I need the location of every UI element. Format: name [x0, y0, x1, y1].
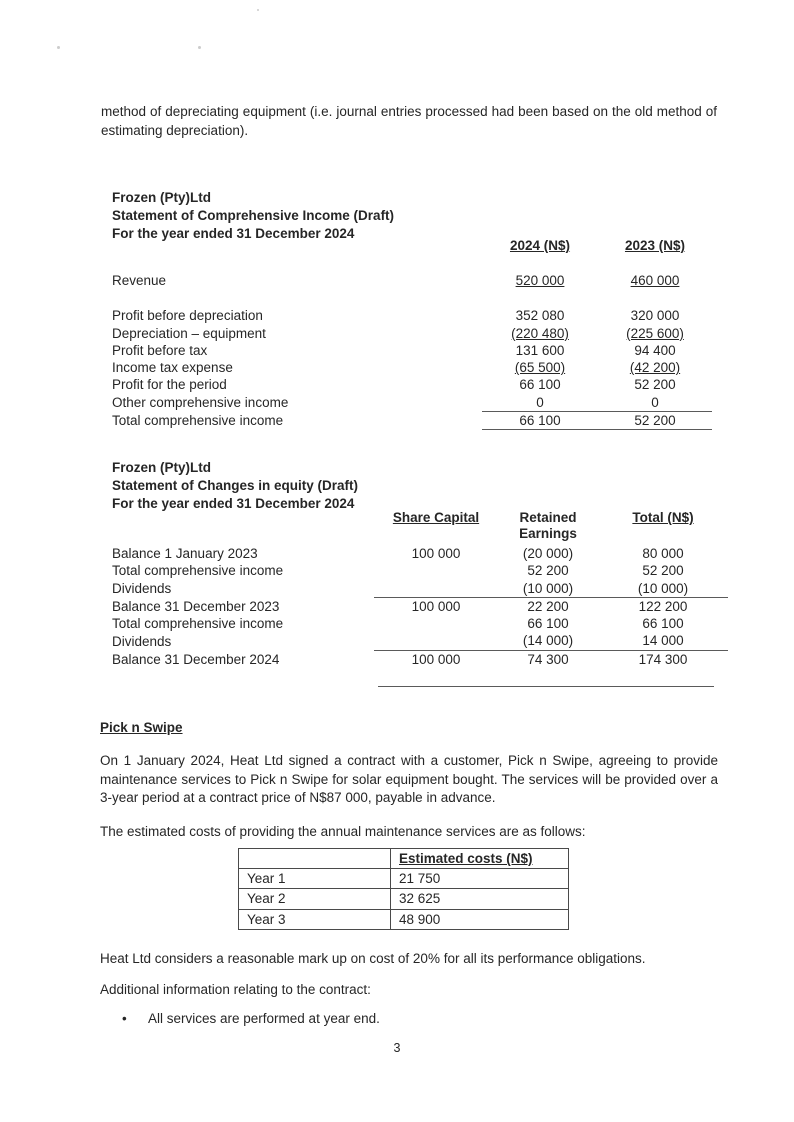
value-2024: 66 100 — [482, 412, 598, 430]
row-label: Dividends — [112, 633, 172, 649]
share-capital-value: 100 000 — [411, 546, 461, 561]
table-row — [112, 272, 712, 289]
income-statement-section — [112, 189, 722, 434]
scan-speck — [57, 46, 60, 49]
value-2024: 66 100 — [519, 377, 561, 393]
table-row — [239, 869, 569, 889]
table-row — [112, 325, 712, 342]
company-name: Frozen (Pty)Ltd — [112, 190, 211, 205]
value-2024: (65 500) — [514, 360, 566, 376]
retained-earnings-value: (20 000) — [522, 546, 574, 561]
bullet-icon: • — [122, 1011, 127, 1026]
value-2023: 52 200 — [598, 412, 712, 430]
value-2023: 94 400 — [634, 342, 676, 358]
table-header-row — [239, 849, 569, 869]
cost-value: 21 750 — [391, 869, 569, 889]
total-value: 66 100 — [642, 616, 684, 632]
bullet-item — [122, 1010, 682, 1028]
table-row — [112, 615, 728, 632]
row-label: Balance 31 December 2023 — [112, 598, 280, 614]
table-row — [112, 342, 712, 359]
equity-closing-line — [378, 686, 714, 687]
table-row — [112, 580, 728, 598]
table-row — [112, 650, 728, 668]
row-label: Total comprehensive income — [112, 413, 284, 429]
share-capital-value: 100 000 — [411, 598, 461, 614]
total-value: 14 000 — [598, 632, 728, 650]
equity-statement-table — [112, 545, 728, 668]
value-2024: 0 — [482, 394, 598, 412]
table-row — [112, 545, 728, 562]
table-row — [112, 597, 728, 615]
share-capital-value: 100 000 — [411, 651, 461, 667]
column-header-retained-earnings: Retained Earnings — [519, 510, 577, 541]
income-statement-table — [112, 272, 712, 430]
additional-info-paragraph: Additional information relating to the contract: — [100, 982, 371, 997]
table-row — [112, 412, 712, 430]
equity-statement-section — [112, 459, 732, 694]
column-header-2023: 2023 (N$) — [624, 238, 686, 253]
statement-period: For the year ended 31 December 2024 — [112, 225, 355, 241]
table-row — [112, 394, 712, 412]
table-row — [239, 909, 569, 929]
retained-earnings-value: (14 000) — [498, 632, 598, 650]
table-row — [112, 376, 712, 393]
income-statement-heading — [112, 189, 722, 242]
column-header-2024: 2024 (N$) — [509, 238, 571, 253]
row-label: Balance 31 December 2024 — [112, 651, 280, 667]
value-2023: 52 200 — [634, 377, 676, 393]
page-number: 3 — [393, 1041, 401, 1055]
row-label: Profit before tax — [112, 342, 208, 358]
spacer-row — [112, 289, 712, 307]
row-label: Profit before depreciation — [112, 308, 263, 324]
value-2024: 352 080 — [515, 308, 565, 324]
value-2023: (42 200) — [629, 360, 681, 376]
row-label: Dividends — [112, 580, 172, 596]
statement-title: Statement of Comprehensive Income (Draft) — [112, 207, 395, 223]
row-label: Depreciation – equipment — [112, 325, 266, 341]
pick-n-swipe-heading: Pick n Swipe — [100, 720, 183, 735]
year-label: Year 3 — [239, 909, 391, 929]
scan-speck — [198, 46, 201, 49]
value-2024: (220 480) — [511, 325, 569, 341]
retained-earnings-value: 52 200 — [527, 563, 569, 579]
company-name: Frozen (Pty)Ltd — [112, 460, 211, 475]
total-value: 80 000 — [642, 546, 684, 561]
value-2023: 320 000 — [630, 308, 680, 324]
column-header-share-capital: Share Capital — [392, 510, 480, 525]
retained-earnings-value: 66 100 — [527, 616, 569, 632]
intro-paragraph: method of depreciating equipment (i.e. journal entries processed had been based on the old method of estimating depreciation). — [101, 104, 717, 138]
total-value: 122 200 — [638, 598, 688, 614]
share-capital-value — [374, 580, 498, 598]
bullet-text: All services are performed at year end. — [148, 1011, 380, 1026]
year-label: Year 1 — [239, 869, 391, 889]
estimated-costs-table — [238, 848, 569, 930]
statement-period: For the year ended 31 December 2024 — [112, 495, 355, 511]
retained-earnings-value: 22 200 — [527, 598, 569, 614]
value-2024: 520 000 — [515, 273, 565, 288]
row-label: Income tax expense — [112, 360, 233, 376]
estimated-costs-intro: The estimated costs of providing the annual maintenance services are as follows: — [100, 824, 586, 839]
retained-earnings-value: 74 300 — [527, 651, 569, 667]
total-value: 174 300 — [638, 651, 688, 667]
year-label: Year 2 — [239, 889, 391, 909]
cost-value: 48 900 — [391, 909, 569, 929]
markup-paragraph: Heat Ltd considers a reasonable mark up on cost of 20% for all its performance obligations. — [100, 951, 646, 966]
scan-speck — [257, 9, 259, 11]
value-2023: 0 — [598, 394, 712, 412]
row-label: Other comprehensive income — [112, 395, 289, 411]
share-capital-value — [374, 562, 498, 579]
row-label: Balance 1 January 2023 — [112, 546, 258, 561]
table-row — [112, 632, 728, 650]
total-value: 52 200 — [642, 563, 684, 579]
table-row — [112, 307, 712, 324]
estimated-costs-header: Estimated costs (N$) — [391, 849, 569, 869]
row-label: Total comprehensive income — [112, 563, 284, 579]
empty-header-cell — [239, 849, 391, 869]
total-value: (10 000) — [598, 580, 728, 598]
row-label: Total comprehensive income — [112, 616, 284, 632]
equity-statement-heading — [112, 459, 732, 512]
share-capital-value — [374, 632, 498, 650]
row-label: Profit for the period — [112, 377, 227, 393]
column-header-total: Total (N$) — [632, 510, 694, 525]
retained-earnings-value: (10 000) — [498, 580, 598, 598]
value-2023: (225 600) — [626, 325, 684, 341]
row-label: Revenue — [112, 273, 167, 288]
share-capital-value — [374, 615, 498, 632]
cost-value: 32 625 — [391, 889, 569, 909]
value-2023: 460 000 — [630, 273, 680, 288]
table-row — [112, 359, 712, 376]
contract-paragraph: On 1 January 2024, Heat Ltd signed a contract with a customer, Pick n Swipe, agreeing to provide maintenance services to Pick n Swipe for solar equipment bought. The services will be provided over a 3-year period at a contract price of N$87 000, payable in advance. — [100, 753, 718, 805]
value-2024: 131 600 — [515, 342, 565, 358]
table-row — [239, 889, 569, 909]
table-row — [112, 562, 728, 579]
statement-title: Statement of Changes in equity (Draft) — [112, 477, 359, 493]
